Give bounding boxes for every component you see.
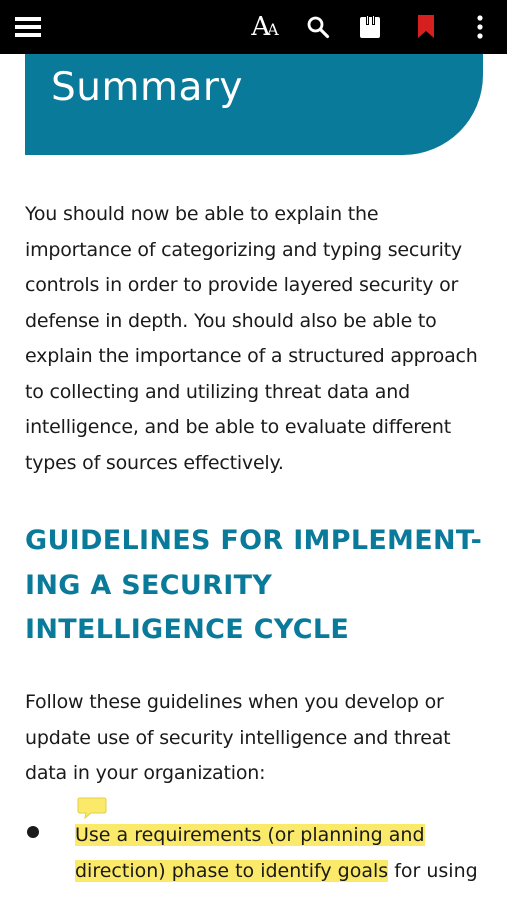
- list-item: [75, 818, 495, 889]
- more-icon: [476, 15, 484, 39]
- page-title: Summary: [51, 65, 243, 110]
- top-toolbar: [0, 0, 507, 54]
- search-icon: [306, 15, 330, 39]
- book-icon: [358, 14, 382, 40]
- font-size-icon: [251, 12, 278, 42]
- bookmark-icon: [416, 14, 436, 40]
- bullet-marker: [27, 826, 39, 838]
- highlighted-text[interactable]: Use a requirements (or planning and direction) phase to identify goals: [75, 824, 425, 882]
- contents-button[interactable]: [352, 0, 388, 54]
- summary-paragraph: You should now be able to explain the importance of categorizing and typing security controls in order to provide layered security or defense in depth. You should also be able to explain the importance of a structured approach to collecting and utilizing threat data and intelligence, and be able to evaluate different types of sources effectively.: [25, 203, 478, 474]
- list-item-text: for using: [388, 859, 478, 882]
- note-icon[interactable]: [77, 796, 107, 820]
- search-button[interactable]: [300, 0, 336, 54]
- intro-paragraph: Follow these guidelines when you develop or update use of security intelligence and threat data in your organization:: [25, 691, 451, 784]
- more-options-button[interactable]: [462, 0, 498, 54]
- bookmark-button[interactable]: [408, 0, 444, 54]
- summary-banner: [25, 54, 483, 155]
- font-size-button[interactable]: [244, 0, 286, 54]
- menu-button[interactable]: [6, 0, 50, 54]
- menu-icon: [14, 15, 42, 39]
- section-heading: GUIDELINES FOR IMPLEMENT-ING A SECURITY INTELLIGENCE CYCLE: [25, 525, 483, 645]
- font-size-icon-small: A: [267, 20, 279, 39]
- font-size-icon-large: A: [251, 12, 271, 42]
